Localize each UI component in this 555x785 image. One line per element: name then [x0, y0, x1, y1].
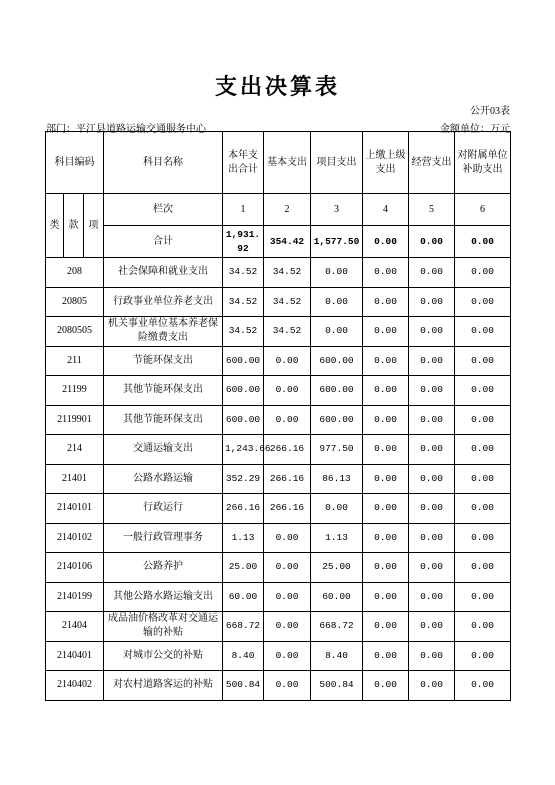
- amount-cell: 600.00: [311, 405, 363, 435]
- table-row: [46, 553, 511, 583]
- amount-cell: 0.00: [363, 523, 409, 553]
- amount-cell: 0.00: [455, 671, 511, 701]
- table-row: [46, 523, 511, 553]
- subject-name: 机关事业单位基本养老保险缴费支出: [104, 317, 223, 347]
- amount-cell: 668.72: [223, 612, 264, 642]
- header-row: [46, 132, 511, 194]
- table-row: [46, 346, 511, 376]
- amount-cell: 0.00: [409, 641, 455, 671]
- table-row: [46, 317, 511, 347]
- amount-cell: 0.00: [409, 435, 455, 465]
- amount-cell: 0.00: [409, 346, 455, 376]
- amount-cell: 0.00: [409, 582, 455, 612]
- column-number-4: 4: [363, 194, 409, 226]
- subject-code: 21401: [46, 464, 104, 494]
- subject-code: 208: [46, 258, 104, 288]
- header-basic: 基本支出: [264, 132, 311, 194]
- expenditure-table: [45, 131, 511, 701]
- amount-cell: 0.00: [455, 317, 511, 347]
- table-row: [46, 494, 511, 524]
- column-number-3: 3: [311, 194, 363, 226]
- amount-cell: 600.00: [223, 405, 264, 435]
- table-row: [46, 641, 511, 671]
- amount-cell: 0.00: [455, 346, 511, 376]
- amount-cell: 0.00: [409, 287, 455, 317]
- amount-cell: 0.00: [363, 612, 409, 642]
- amount-cell: 1.13: [311, 523, 363, 553]
- amount-cell: 0.00: [311, 317, 363, 347]
- amount-cell: 0.00: [455, 523, 511, 553]
- amount-cell: 0.00: [311, 258, 363, 288]
- column-number-label: 栏次: [104, 194, 223, 226]
- header-project: 项目支出: [311, 132, 363, 194]
- table-row: [46, 435, 511, 465]
- department-label: 部门：平江县道路运输交通服务中心: [46, 124, 206, 135]
- subject-name: 公路养护: [104, 553, 223, 583]
- subject-name: 行政运行: [104, 494, 223, 524]
- subject-code: 2119901: [46, 405, 104, 435]
- totals-value: 0.00: [363, 226, 409, 258]
- amount-cell: 0.00: [455, 376, 511, 406]
- amount-cell: 34.52: [264, 258, 311, 288]
- amount-cell: 0.00: [455, 435, 511, 465]
- amount-cell: 0.00: [455, 582, 511, 612]
- amount-cell: 0.00: [455, 287, 511, 317]
- subject-code: 21199: [46, 376, 104, 406]
- amount-cell: 266.16: [223, 494, 264, 524]
- amount-cell: 0.00: [363, 494, 409, 524]
- amount-cell: 0.00: [363, 464, 409, 494]
- subject-name: 交通运输支出: [104, 435, 223, 465]
- totals-value: 0.00: [409, 226, 455, 258]
- amount-cell: 600.00: [311, 376, 363, 406]
- amount-cell: 25.00: [223, 553, 264, 583]
- amount-cell: 600.00: [311, 346, 363, 376]
- column-number-5: 5: [409, 194, 455, 226]
- totals-value: 1,577.50: [311, 226, 363, 258]
- subject-code: 2140199: [46, 582, 104, 612]
- amount-cell: 0.00: [311, 494, 363, 524]
- form-number: 公开03表: [470, 106, 510, 117]
- amount-cell: 0.00: [363, 287, 409, 317]
- amount-cell: 34.52: [223, 317, 264, 347]
- amount-cell: 668.72: [311, 612, 363, 642]
- amount-cell: 34.52: [264, 317, 311, 347]
- subject-name: 社会保障和就业支出: [104, 258, 223, 288]
- header-subsidy: 对附属单位补助支出: [455, 132, 511, 194]
- amount-cell: 0.00: [409, 671, 455, 701]
- amount-cell: 60.00: [311, 582, 363, 612]
- subject-code: 2080505: [46, 317, 104, 347]
- amount-cell: 0.00: [264, 612, 311, 642]
- amount-cell: 0.00: [363, 582, 409, 612]
- amount-cell: 0.00: [409, 612, 455, 642]
- subject-code: 2140106: [46, 553, 104, 583]
- column-number-2: 2: [264, 194, 311, 226]
- table-row: [46, 376, 511, 406]
- amount-cell: 0.00: [363, 405, 409, 435]
- amount-cell: 34.52: [223, 287, 264, 317]
- page-title: 支出决算表: [214, 74, 340, 99]
- amount-cell: 0.00: [455, 641, 511, 671]
- totals-value: 1,931.92: [223, 226, 264, 258]
- subject-name: 对城市公交的补贴: [104, 641, 223, 671]
- amount-cell: 0.00: [311, 287, 363, 317]
- column-number-6: 6: [455, 194, 511, 226]
- amount-cell: 0.00: [264, 582, 311, 612]
- amount-cell: 0.00: [455, 612, 511, 642]
- amount-cell: 8.40: [223, 641, 264, 671]
- header-code: 科目编码: [46, 132, 104, 194]
- amount-cell: 1,243.66: [223, 435, 264, 465]
- amount-cell: 0.00: [409, 494, 455, 524]
- amount-cell: 0.00: [409, 464, 455, 494]
- table-row: [46, 405, 511, 435]
- header-upper: 上缴上级支出: [363, 132, 409, 194]
- header-total: 本年支出合计: [223, 132, 264, 194]
- amount-cell: 60.00: [223, 582, 264, 612]
- amount-cell: 0.00: [455, 553, 511, 583]
- amount-cell: 0.00: [264, 641, 311, 671]
- amount-cell: 0.00: [264, 405, 311, 435]
- header-kuan: 款: [64, 194, 84, 258]
- amount-cell: 34.52: [264, 287, 311, 317]
- subject-name: 一般行政管理事务: [104, 523, 223, 553]
- subject-code: 211: [46, 346, 104, 376]
- header-business: 经营支出: [409, 132, 455, 194]
- subject-name: 成品油价格改革对交通运输的补贴: [104, 612, 223, 642]
- subject-name: 对农村道路客运的补贴: [104, 671, 223, 701]
- amount-cell: 0.00: [363, 671, 409, 701]
- table-row: [46, 464, 511, 494]
- table-row: [46, 671, 511, 701]
- subject-name: 行政事业单位养老支出: [104, 287, 223, 317]
- subject-code: 2140102: [46, 523, 104, 553]
- subject-code: 2140101: [46, 494, 104, 524]
- totals-row: [46, 226, 511, 258]
- amount-cell: 0.00: [363, 641, 409, 671]
- amount-cell: 0.00: [455, 405, 511, 435]
- subject-name: 其他节能环保支出: [104, 405, 223, 435]
- amount-cell: 0.00: [409, 258, 455, 288]
- amount-cell: 500.84: [223, 671, 264, 701]
- amount-cell: 0.00: [455, 494, 511, 524]
- amount-cell: 266.16: [264, 435, 311, 465]
- amount-cell: 977.50: [311, 435, 363, 465]
- totals-value: 0.00: [455, 226, 511, 258]
- totals-value: 354.42: [264, 226, 311, 258]
- amount-cell: 25.00: [311, 553, 363, 583]
- amount-cell: 600.00: [223, 346, 264, 376]
- subject-name: 其他节能环保支出: [104, 376, 223, 406]
- amount-cell: 0.00: [264, 671, 311, 701]
- subject-code: 20805: [46, 287, 104, 317]
- amount-cell: 0.00: [363, 258, 409, 288]
- amount-cell: 600.00: [223, 376, 264, 406]
- amount-unit-label: 金额单位：万元: [440, 124, 510, 135]
- subject-name: 其他公路水路运输支出: [104, 582, 223, 612]
- subject-code: 21404: [46, 612, 104, 642]
- amount-cell: 352.29: [223, 464, 264, 494]
- amount-cell: 0.00: [264, 376, 311, 406]
- amount-cell: 8.40: [311, 641, 363, 671]
- amount-cell: 86.13: [311, 464, 363, 494]
- header-lei: 类: [46, 194, 64, 258]
- amount-cell: 1.13: [223, 523, 264, 553]
- subject-code: 214: [46, 435, 104, 465]
- amount-cell: 0.00: [409, 405, 455, 435]
- amount-cell: 34.52: [223, 258, 264, 288]
- amount-cell: 266.16: [264, 464, 311, 494]
- subject-name: 公路水路运输: [104, 464, 223, 494]
- amount-cell: 500.84: [311, 671, 363, 701]
- amount-cell: 0.00: [409, 376, 455, 406]
- table-row: [46, 612, 511, 642]
- header-name: 科目名称: [104, 132, 223, 194]
- amount-cell: 0.00: [455, 258, 511, 288]
- amount-cell: 0.00: [409, 523, 455, 553]
- amount-cell: 0.00: [363, 376, 409, 406]
- subject-name: 节能环保支出: [104, 346, 223, 376]
- amount-cell: 0.00: [363, 435, 409, 465]
- totals-label: 合计: [104, 226, 223, 258]
- amount-cell: 0.00: [264, 523, 311, 553]
- amount-cell: 0.00: [363, 317, 409, 347]
- amount-cell: 0.00: [409, 553, 455, 583]
- subject-code: 2140402: [46, 671, 104, 701]
- header-xiang: 项: [84, 194, 104, 258]
- amount-cell: 0.00: [363, 346, 409, 376]
- amount-cell: 266.16: [264, 494, 311, 524]
- table-row: [46, 582, 511, 612]
- column-number-1: 1: [223, 194, 264, 226]
- amount-cell: 0.00: [264, 346, 311, 376]
- subject-code: 2140401: [46, 641, 104, 671]
- table-row: [46, 287, 511, 317]
- table-row: [46, 258, 511, 288]
- amount-cell: 0.00: [409, 317, 455, 347]
- column-number-row: [46, 194, 511, 226]
- amount-cell: 0.00: [455, 464, 511, 494]
- amount-cell: 0.00: [264, 553, 311, 583]
- amount-cell: 0.00: [363, 553, 409, 583]
